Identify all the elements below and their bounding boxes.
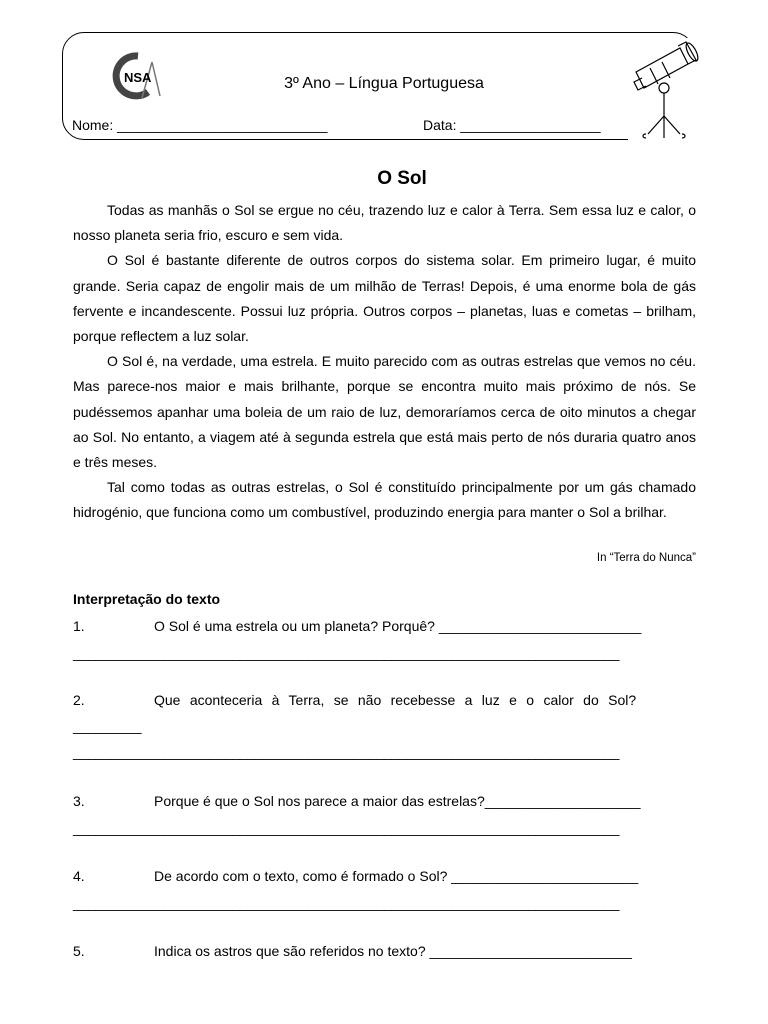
question-number: 1. xyxy=(73,618,85,634)
paragraph: Todas as manhãs o Sol se ergue no céu, trazendo luz e calor à Terra. Sem essa luz e calor, o nosso planeta seria frio, escuro e sem vida. xyxy=(73,202,696,244)
answer-line[interactable]: ________________________________________________________________________ xyxy=(73,645,620,661)
question-number: 3. xyxy=(73,793,85,809)
header-title: 3º Ano – Língua Portuguesa xyxy=(284,75,484,92)
reading-text xyxy=(73,198,696,526)
paragraph: O Sol é bastante diferente de outros corpos do sistema solar. Em primeiro lugar, é muito grande. Seria capaz de engolir mais de um milhão de Terras! Depois, é uma enorme bola de gás fervente e incandescente. Possui luz própria. Outros corpos – planetas, luas e cometas – brilham, porque reflectem a luz solar. xyxy=(73,252,696,345)
question-number: 5. xyxy=(73,943,85,959)
answer-line-continuation[interactable]: _________ xyxy=(73,718,142,734)
section-title: Interpretação do texto xyxy=(73,591,221,607)
question-text: De acordo com o texto, como é formado o Sol? ________________________ xyxy=(154,868,639,884)
question-text: Indica os astros que são referidos no texto? __________________________ xyxy=(154,943,632,959)
name-field[interactable]: Nome: ___________________________ xyxy=(72,117,328,133)
answer-line[interactable]: ________________________________________________________________________ xyxy=(73,744,620,760)
question-number: 2. xyxy=(73,692,85,708)
date-field[interactable]: Data: __________________ xyxy=(423,117,601,133)
source-citation: In “Terra do Nunca” xyxy=(596,552,696,564)
question-text: O Sol é uma estrela ou um planeta? Porquê? __________________________ xyxy=(154,618,642,634)
question-number: 4. xyxy=(73,868,85,884)
paragraph: Tal como todas as outras estrelas, o Sol é constituído principalmente por um gás chamado hidrogénio, que funciona como um combustível, produzindo energia para manter o Sol a brilhar. xyxy=(73,479,696,521)
question-text: Porque é que o Sol nos parece a maior das estrelas?____________________ xyxy=(154,793,641,809)
paragraph: O Sol é, na verdade, uma estrela. E muito parecido com as outras estrelas que vemos no céu. Mas parece-nos maior e mais brilhante, porque se encontra muito mais próximo de nós. Se pudéssemos apanhar uma boleia de um raio de luz, demoraríamos cerca de oito minutos a chegar ao Sol. No entanto, a viagem até à segunda estrela que está mais perto de nós duraria quatro anos e três meses. xyxy=(73,353,696,471)
question-text: Que aconteceria à Terra, se não recebesse a luz e o calor do Sol? xyxy=(154,692,637,708)
answer-line[interactable]: ________________________________________________________________________ xyxy=(73,820,620,836)
document-title: O Sol xyxy=(377,168,427,189)
logo-text: NSA xyxy=(124,70,152,85)
telescope-icon xyxy=(628,38,700,142)
answer-line[interactable]: ________________________________________________________________________ xyxy=(73,895,620,911)
